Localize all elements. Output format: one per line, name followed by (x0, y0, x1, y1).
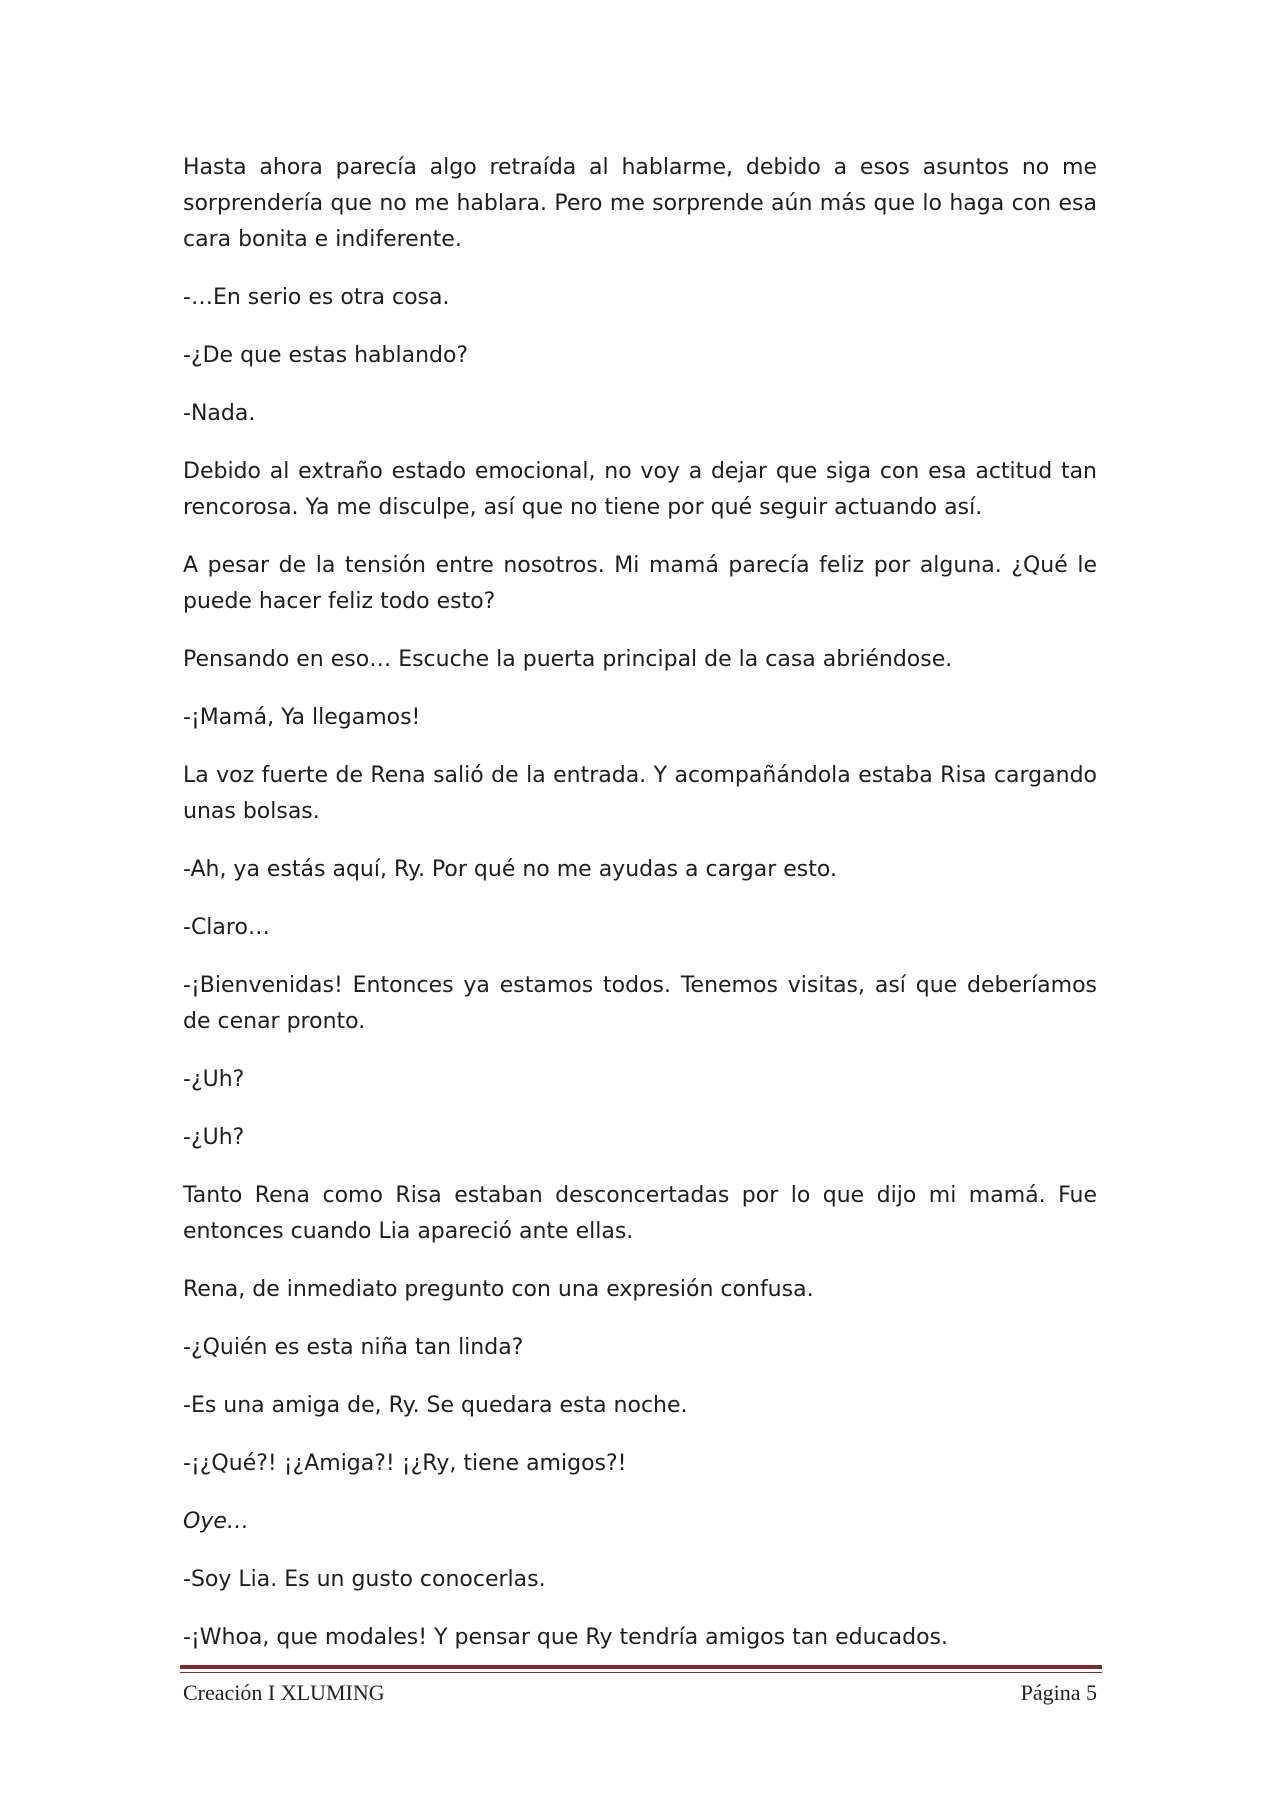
paragraph: La voz fuerte de Rena salió de la entrada. Y acompañándola estaba Risa cargando unas bolsas. (183, 763, 1097, 824)
paragraph: -Nada. (183, 401, 256, 426)
paragraph: -¡Bienvenidas! Entonces ya estamos todos. Tenemos visitas, así que deberíamos de cenar pronto. (183, 973, 1097, 1034)
paragraph: Tanto Rena como Risa estaban desconcertadas por lo que dijo mi mamá. Fue entonces cuando Lia apareció ante ellas. (183, 1183, 1097, 1244)
paragraph: Rena, de inmediato pregunto con una expresión confusa. (183, 1277, 814, 1302)
paragraph: Oye… (183, 1509, 249, 1534)
paragraph: Pensando en eso… Escuche la puerta principal de la casa abriéndose. (183, 647, 953, 672)
footer-rule-thick (180, 1665, 1102, 1669)
paragraph: Debido al extraño estado emocional, no voy a dejar que siga con esa actitud tan rencorosa. Ya me disculpe, así que no tiene por qué seguir actuando así. (183, 459, 1097, 520)
paragraph: -Es una amiga de, Ry. Se quedara esta noche. (183, 1393, 688, 1418)
footer-credit: Creación I XLUMING (183, 1680, 385, 1705)
footer-rule-thin (180, 1672, 1102, 1673)
footer-rule (180, 1665, 1102, 1673)
paragraph: -¡Whoa, que modales! Y pensar que Ry tendría amigos tan educados. (183, 1625, 949, 1650)
paragraph: -Soy Lia. Es un gusto conocerlas. (183, 1567, 546, 1592)
paragraph: -¿Quién es esta niña tan linda? (183, 1335, 524, 1360)
page-footer (183, 1678, 1097, 1708)
paragraph: Hasta ahora parecía algo retraída al hablarme, debido a esos asuntos no me sorprendería que no me hablara. Pero me sorprende aún más que lo haga con esa cara bonita e indiferente. (183, 155, 1097, 252)
paragraph: -¡¿Qué?! ¡¿Amiga?! ¡¿Ry, tiene amigos?! (183, 1451, 627, 1476)
paragraph: -¿Uh? (183, 1125, 245, 1150)
paragraph: -Ah, ya estás aquí, Ry. Por qué no me ayudas a cargar esto. (183, 857, 837, 882)
body-text (183, 150, 1097, 1678)
paragraph: -¿Uh? (183, 1067, 245, 1092)
paragraph: -…En serio es otra cosa. (183, 285, 450, 310)
paragraph: -¡Mamá, Ya llegamos! (183, 705, 421, 730)
paragraph: A pesar de la tensión entre nosotros. Mi mamá parecía feliz por alguna. ¿Qué le puede hacer feliz todo esto? (183, 553, 1097, 614)
paragraph: -Claro… (183, 915, 270, 940)
page-number: Página 5 (1020, 1680, 1097, 1705)
paragraph: -¿De que estas hablando? (183, 343, 469, 368)
